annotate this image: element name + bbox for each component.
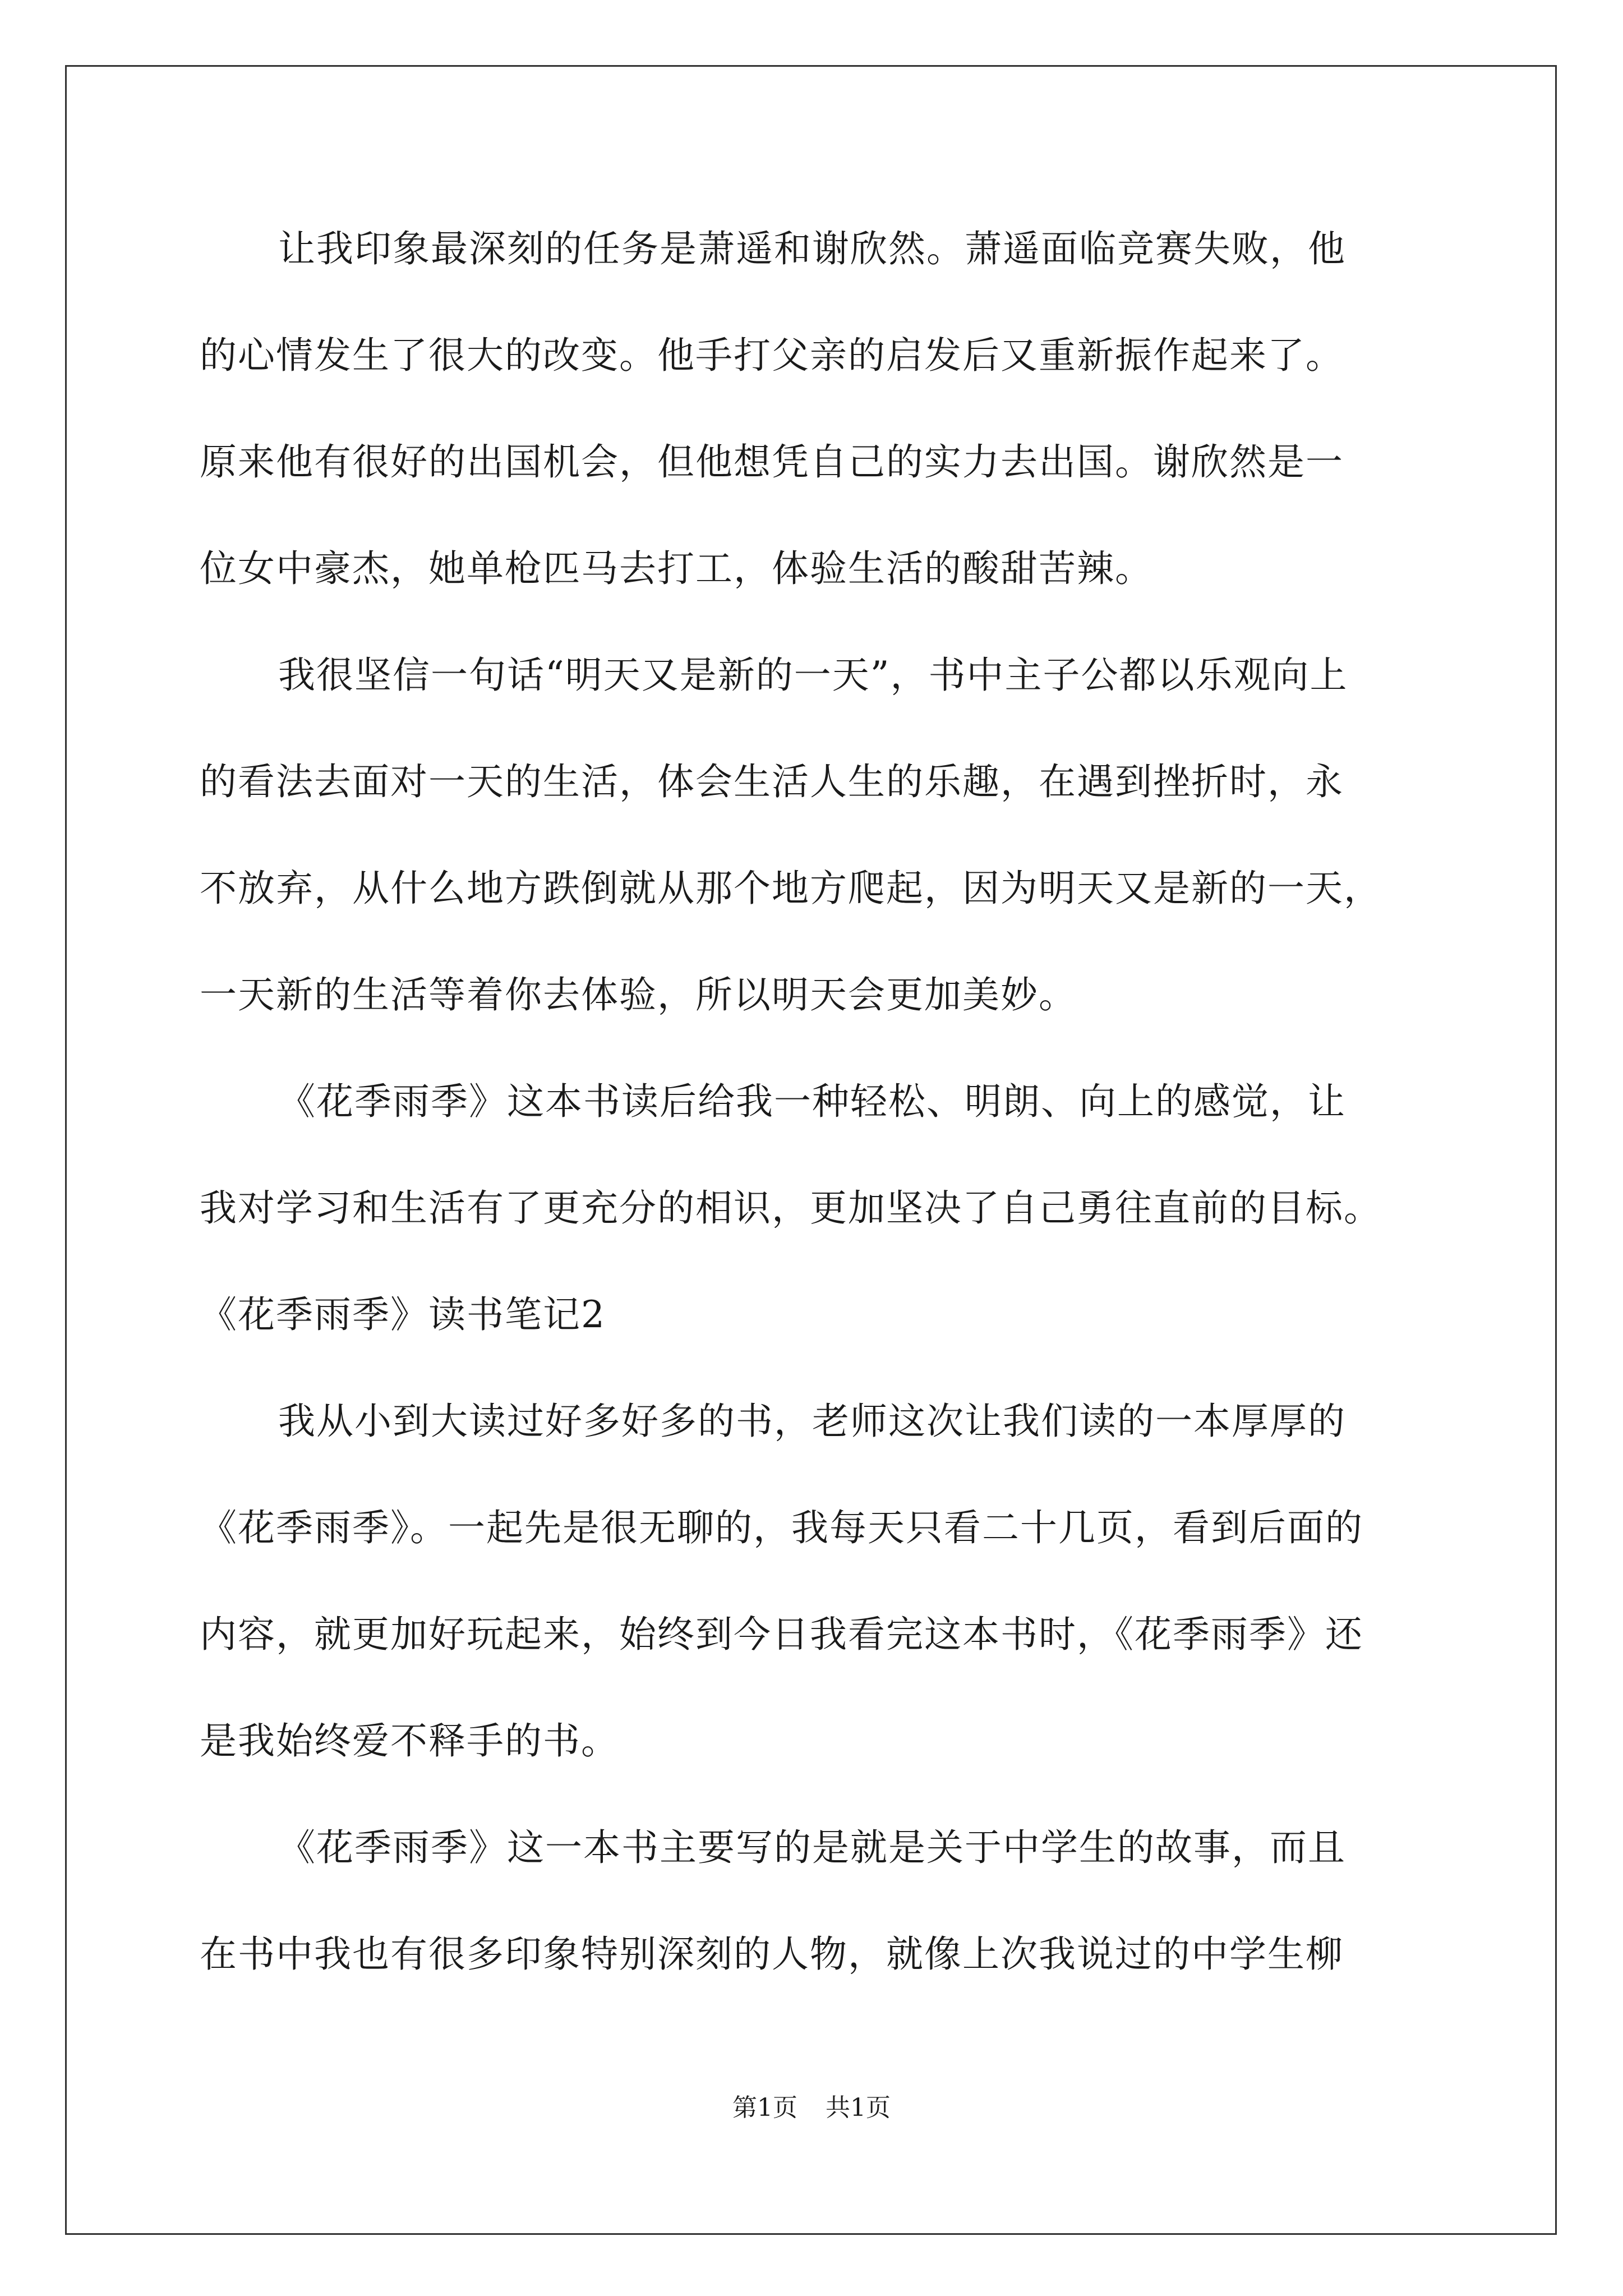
paragraph-line: 位女中豪杰，她单枪匹马去打工，体验生活的酸甜苦辣。	[200, 547, 1153, 590]
paragraph-line: 不放弃，从什么地方跌倒就从那个地方爬起，因为明天又是新的一天，	[200, 867, 1382, 910]
paragraph-line: 《花季雨季》这本书读后给我一种轻松、明朗、向上的感觉，让	[278, 1080, 1346, 1123]
paragraph-line: 让我印象最深刻的任务是萧遥和谢欣然。萧遥面临竞赛失败，他	[278, 227, 1346, 270]
paragraph-line: 我很坚信一句话“明天又是新的一天”，书中主子公都以乐观向上	[278, 654, 1348, 697]
paragraph-line: 原来他有很好的出国机会，但他想凭自己的实力去出国。谢欣然是一	[200, 440, 1344, 484]
paragraph-line: 我从小到大读过好多好多的书，老师这次让我们读的一本厚厚的	[278, 1400, 1346, 1443]
page-total: 共1页	[826, 2093, 891, 2122]
paragraph-line: 是我始终爱不释手的书。	[200, 1719, 619, 1763]
paragraph-line: 我对学习和生活有了更充分的相识，更加坚决了自己勇往直前的目标。	[200, 1186, 1382, 1230]
paragraph-line: 《花季雨季》。一起先是很无聊的，我每天只看二十几页，看到后面的	[200, 1506, 1363, 1549]
section-heading: 《花季雨季》读书笔记2	[200, 1293, 606, 1336]
page-footer	[0, 2091, 1623, 2125]
paragraph-line: 《花季雨季》这一本书主要写的是就是关于中学生的故事，而且	[278, 1826, 1346, 1869]
page-number: 第1页	[732, 2093, 797, 2122]
paragraph-line: 在书中我也有很多印象特别深刻的人物，就像上次我说过的中学生柳	[200, 1932, 1344, 1976]
paragraph-line: 一天新的生活等着你去体验，所以明天会更加美妙。	[200, 973, 1077, 1016]
paragraph-line: 的看法去面对一天的生活，体会生活人生的乐趣，在遇到挫折时，永	[200, 760, 1344, 803]
document-body	[200, 215, 1428, 2027]
paragraph-line: 内容，就更加好玩起来，始终到今日我看完这本书时，《花季雨季》还	[200, 1613, 1363, 1656]
paragraph-line: 的心情发生了很大的改变。他手打父亲的启发后又重新振作起来了。	[200, 334, 1344, 377]
